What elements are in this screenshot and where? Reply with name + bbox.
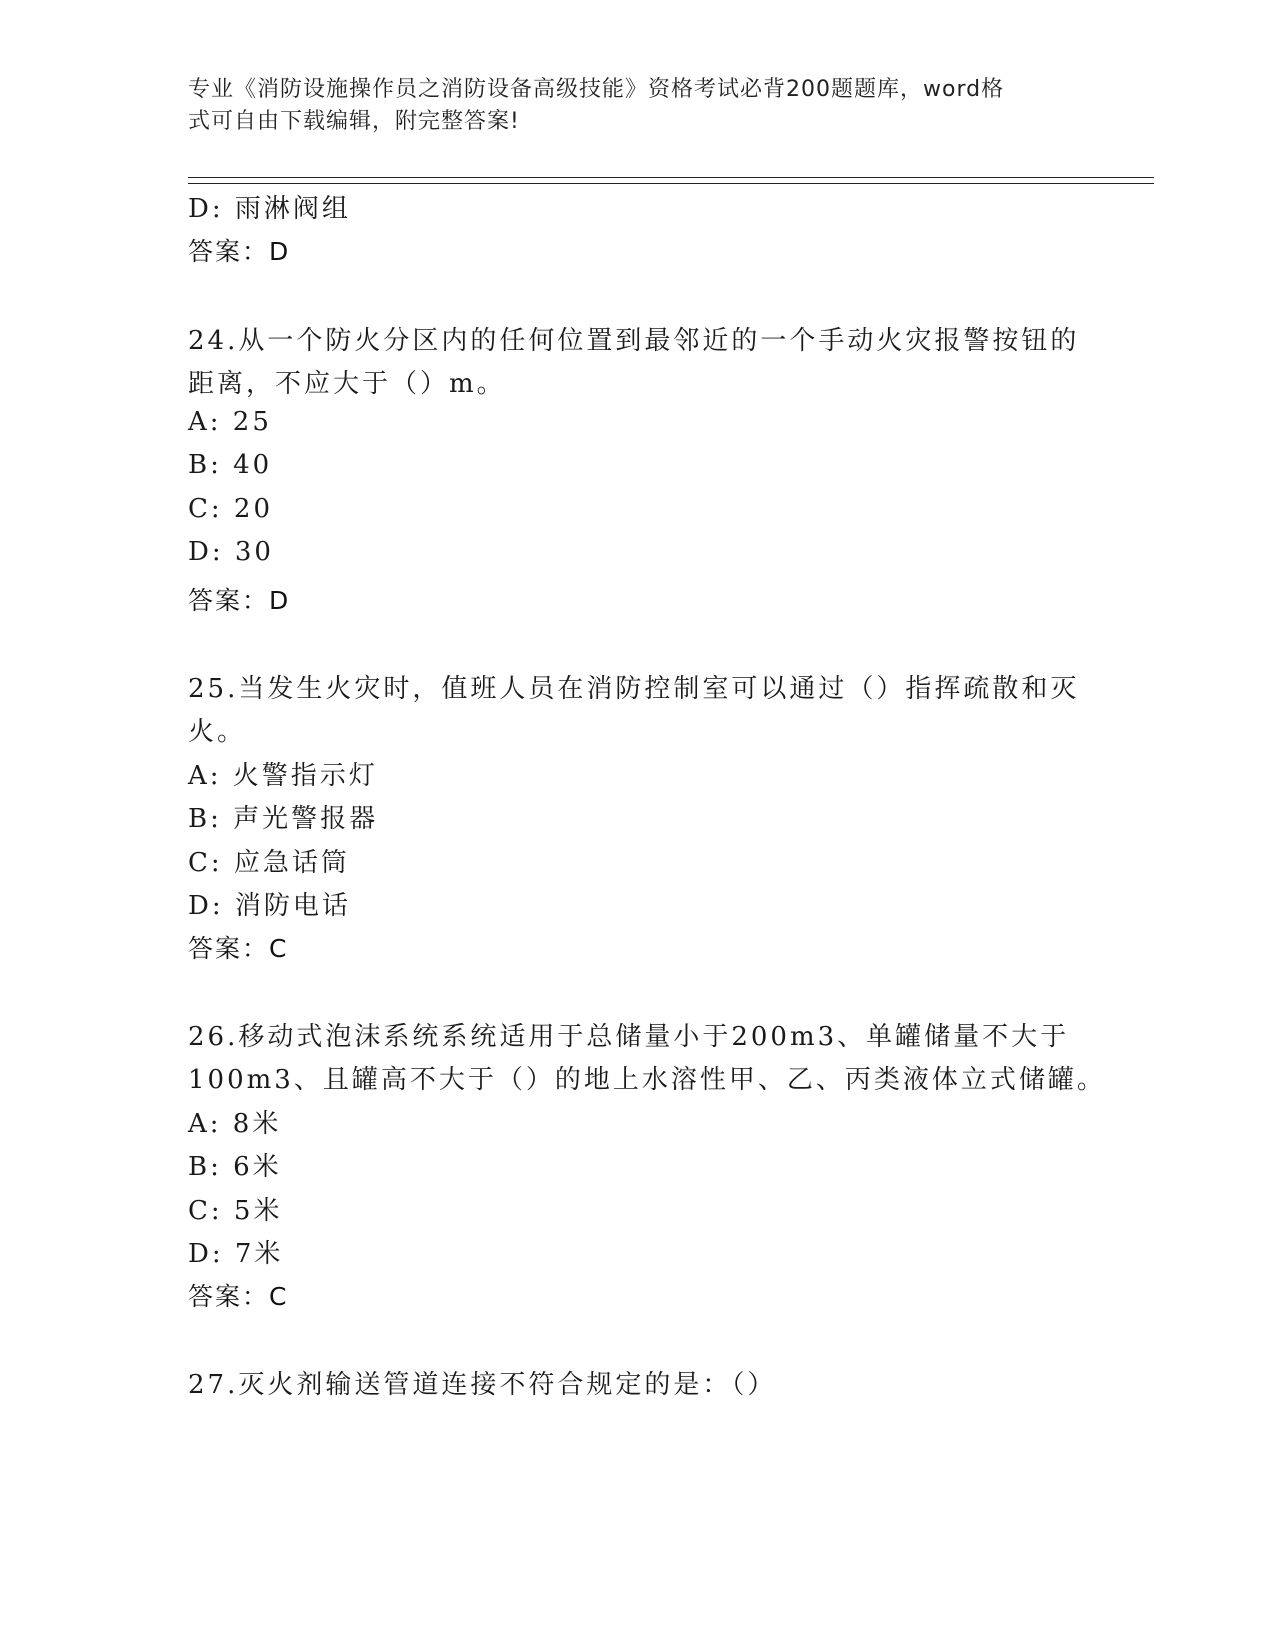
q25-answer: 答案：C (188, 934, 289, 963)
q25-option-b: B: 声光警报器 (188, 804, 379, 834)
q24-text-line-1: 24.从一个防火分区内的任何位置到最邻近的一个手动火灾报警按钮的 (188, 326, 1080, 356)
q26-answer: 答案：C (188, 1282, 289, 1311)
q24-text-line-2: 距离，不应大于（）m。 (188, 369, 506, 399)
q26-option-c: C: 5米 (188, 1196, 283, 1226)
header-line-2: 式可自由下载编辑，附完整答案! (188, 109, 520, 134)
document-header (188, 74, 1068, 138)
header-divider-bottom (188, 183, 1154, 184)
q24-option-d: D: 30 (188, 537, 274, 567)
q26-option-b: B: 6米 (188, 1152, 282, 1182)
header-divider-top (188, 177, 1154, 178)
q25-option-c: C: 应急话筒 (188, 848, 350, 878)
q26-option-a: A: 8米 (188, 1109, 282, 1139)
q26-text-line-1: 26.移动式泡沫系统系统适用于总储量小于200m3、单罐储量不大于 (188, 1022, 1070, 1052)
q25-text-line-1: 25.当发生火灾时，值班人员在消防控制室可以通过（）指挥疏散和灭 (188, 674, 1080, 704)
q24-answer: 答案：D (188, 586, 291, 615)
q24-option-a: A: 25 (188, 407, 272, 437)
q23-option-d: D: 雨淋阀组 (188, 194, 351, 224)
q26-text-line-2: 100m3、且罐高不大于（）的地上水溶性甲、乙、丙类液体立式储罐。 (188, 1065, 1106, 1095)
q25-text-line-2: 火。 (188, 717, 247, 747)
q25-option-a: A: 火警指示灯 (188, 761, 378, 791)
q27-text-line-1: 27.灭火剂输送管道连接不符合规定的是：（） (188, 1370, 777, 1400)
header-line-1: 专业《消防设施操作员之消防设备高级技能》资格考试必背200题题库，word格 (188, 77, 1005, 102)
q24-option-c: C: 20 (188, 494, 274, 524)
q24-option-b: B: 40 (188, 450, 273, 480)
q25-option-d: D: 消防电话 (188, 891, 351, 921)
q26-option-d: D: 7米 (188, 1239, 284, 1269)
q23-answer: 答案：D (188, 237, 291, 266)
